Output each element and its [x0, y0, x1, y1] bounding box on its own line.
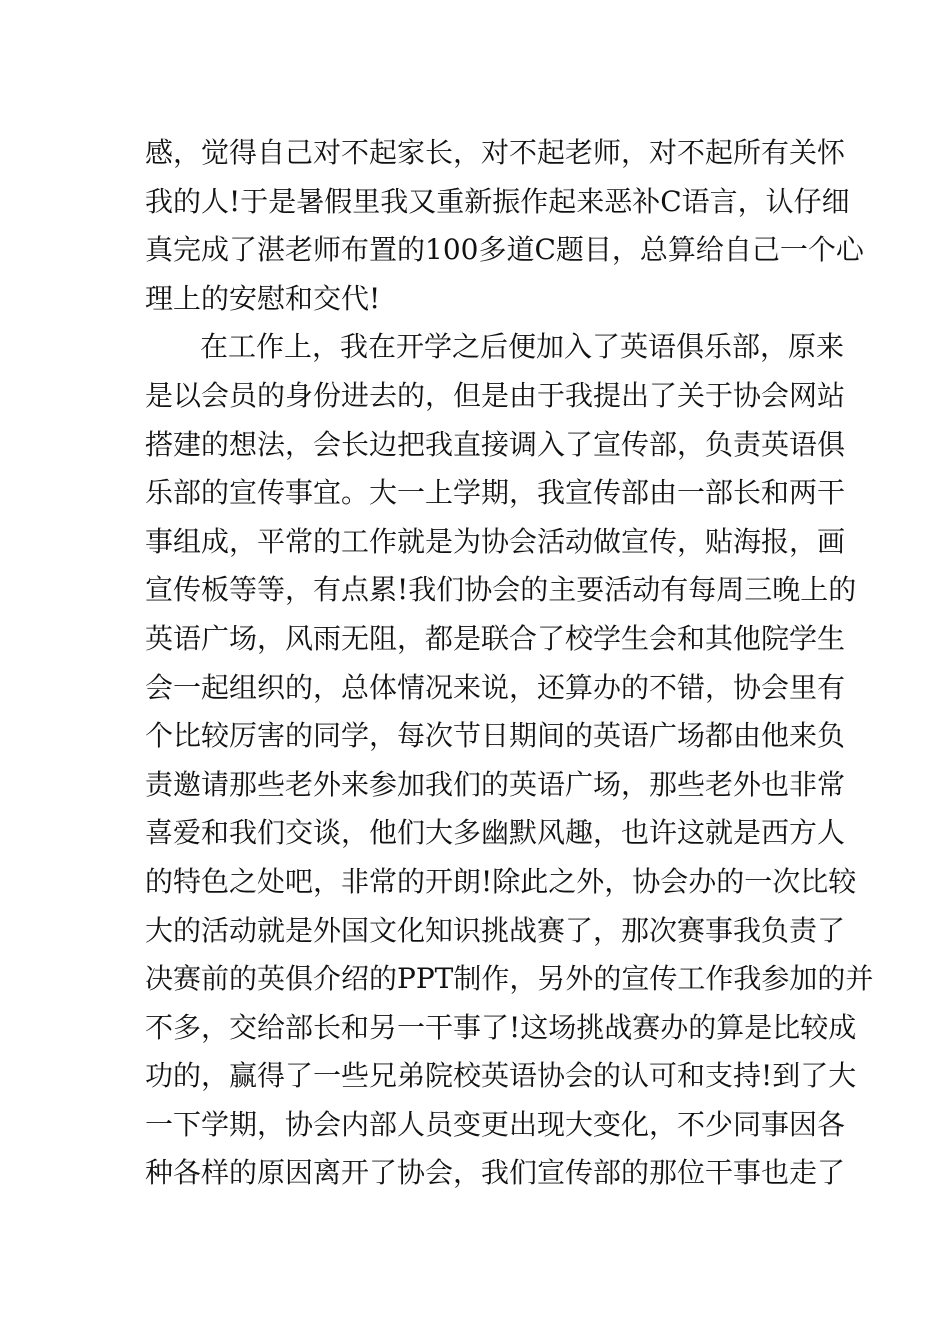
text-line: 责邀请那些老外来参加我们的英语广场，那些老外也非常	[145, 767, 846, 801]
paragraph-first-line: 在工作上，我在开学之后便加入了英语俱乐部，原来	[200, 330, 845, 364]
text-line: 理上的安慰和交代!	[145, 281, 381, 315]
text-line: 的特色之处吧，非常的开朗!除此之外，协会办的一次比较	[145, 864, 857, 898]
text-line: 我的人!于是暑假里我又重新振作起来恶补C语言，认仔细	[145, 184, 850, 218]
text-line: 喜爱和我们交谈，他们大多幽默风趣，也许这就是西方人	[145, 816, 846, 850]
body-text	[145, 129, 874, 1198]
text-line: 真完成了湛老师布置的100多道C题目，总算给自己一个心	[145, 233, 864, 267]
text-line: 大的活动就是外国文化知识挑战赛了，那次赛事我负责了	[145, 913, 846, 947]
text-line: 宣传板等等，有点累!我们协会的主要活动有每周三晚上的	[145, 573, 857, 607]
text-line: 决赛前的英俱介绍的PPT制作，另外的宣传工作我参加的并	[145, 962, 874, 996]
text-line: 一下学期，协会内部人员变更出现大变化，不少同事因各	[145, 1107, 846, 1141]
text-line: 英语广场，风雨无阻，都是联合了校学生会和其他院学生	[145, 621, 846, 655]
text-line: 搭建的想法，会长边把我直接调入了宣传部，负责英语俱	[145, 427, 846, 461]
text-line: 个比较厉害的同学，每次节日期间的英语广场都由他来负	[145, 719, 846, 753]
text-line: 会一起组织的，总体情况来说，还算办的不错，协会里有	[145, 670, 846, 704]
text-line: 是以会员的身份进去的，但是由于我提出了关于协会网站	[145, 378, 846, 412]
text-line: 不多，交给部长和另一干事了!这场挑战赛办的算是比较成	[145, 1010, 857, 1044]
text-line: 功的，赢得了一些兄弟院校英语协会的认可和支持!到了大	[145, 1059, 857, 1093]
text-line: 事组成，平常的工作就是为协会活动做宣传，贴海报，画	[145, 524, 846, 558]
text-line: 乐部的宣传事宜。大一上学期，我宣传部由一部长和两干	[145, 476, 846, 510]
text-line: 种各样的原因离开了协会，我们宣传部的那位干事也走了	[145, 1156, 846, 1190]
text-line: 感，觉得自己对不起家长，对不起老师，对不起所有关怀	[145, 136, 846, 169]
